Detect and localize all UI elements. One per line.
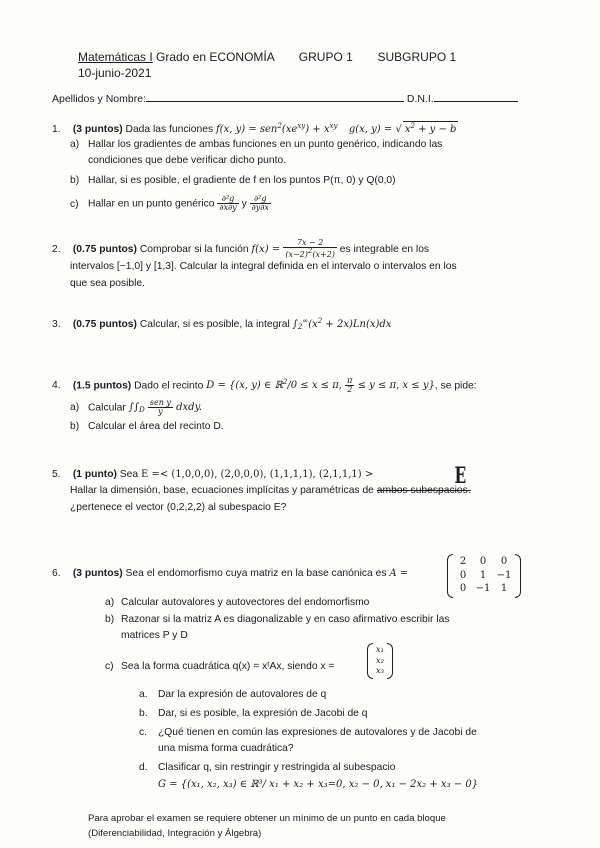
problem-6c-c: c. ¿Qué tienen en común las expresiones de autovalores y de Jacobi de	[139, 727, 477, 738]
problem-6a: a) Calcular autovalores y autovectores del endomorfismo	[105, 597, 370, 608]
function-f-rational: f(x) = $\frac{7x - 2}{(x-2)2(x+2)}$	[251, 238, 335, 260]
matrix-cell: −1	[496, 569, 512, 581]
problem-6b-cont: matrices P y D	[121, 630, 188, 641]
function-f: f(x, $y) = sen^2(xe^{xy}) + x^{xy}$	[215, 122, 338, 135]
subspace-e: E =< (1,0,0,0), (2,0,0,0), (1,1,1,1), (2,1,1,1) >	[141, 469, 374, 480]
vector-entry: x₃	[375, 666, 385, 677]
exam-header	[78, 50, 456, 65]
problem-5-line2: Hallar la dimensión, base, ecuaciones implícitas y paramétricas de ambos subespacios.	[70, 485, 471, 496]
improper-integral: $\int_2^\infty(x^2 + 2x)Ln(x)dx$	[292, 317, 392, 331]
handwritten-correction: E	[454, 463, 467, 489]
problem-2-line3: que sea posible.	[70, 278, 145, 289]
matrix-cell: −1	[475, 583, 491, 594]
vector-x	[367, 645, 393, 677]
problem-6c-b: b. Dar, si es posible, la expresión de Jacobi de q	[139, 708, 368, 719]
degree-label: Grado en ECONOMÍA	[156, 50, 275, 64]
problem-2: 2. (0.75 puntos) Comprobar si la función f(x) = $\frac{7x - 2}{(x-2)2(x+2)}$ es integrable en los	[52, 238, 430, 260]
problem-6c-a: a. Dar la expresión de autovalores de q	[139, 689, 327, 700]
double-integral: $\int\int_D$ $\frac{\text{sen y}}{y}$ dxdy.	[128, 398, 203, 417]
vector-entry: x₂	[375, 655, 385, 666]
matrix-cell: 1	[500, 583, 508, 594]
crossed-out-text: ambos subespacios.	[376, 485, 471, 496]
problem-6: 6. (3 puntos) Sea el endomorfismo cuya matriz en la base canónica es A =	[52, 568, 409, 579]
problem-3: 3. (0.75 puntos) Calcular, si es posible, la integral $\int_2^\infty(x^2 + 2x)Ln(x)dx$	[52, 317, 392, 331]
problem-6c: c) Sea la forma cuadrática q(x) = xᵗAx, siendo x =	[105, 661, 335, 672]
name-field[interactable]	[146, 92, 404, 102]
problem-5-line3: ¿pertenece el vector (0,2,2,2) al subespacio E?	[70, 502, 287, 513]
matrix-cell: 1	[479, 569, 487, 581]
problem-4-points: (1.5 puntos)	[72, 380, 132, 392]
problem-1-points: (3 puntos)	[72, 124, 123, 135]
matrix-cell: 0	[459, 583, 467, 594]
problem-2-line2: intervalos [−1,0] y [1,3]. Calcular la integral definida en el intervalo o intervalos en los	[70, 261, 457, 272]
problem-6b: b) Razonar si la matriz A es diagonalizable y en caso afirmativo escribir las	[105, 614, 450, 625]
problem-5: 5. (1 punto) Sea E =< (1,0,0,0), (2,0,0,0), (1,1,1,1), (2,1,1,1) >	[52, 469, 374, 480]
subject-title: Matemáticas I	[78, 50, 153, 64]
matrix-cell: 0	[479, 556, 487, 567]
problem-6c-d: d. Clasificar q, sin restringir y restringida al subespacio	[139, 762, 396, 773]
problem-1c: c) Hallar en un punto genérico $\frac{\text{∂²g}}{\partial x\partial y}$ y $\frac{\text{∂²g}}{\partial y\partial x}$	[70, 194, 269, 213]
dni-field[interactable]	[434, 92, 518, 102]
function-g: g(x, y) = √ $x^2 + y - b$	[348, 122, 457, 135]
problem-4: 4. (1.5 puntos) Dado el recinto D = {(x, y) ∈ ℝ$^2$/0 ≤ x ≤ π, $\frac{\pi}{2}$ ≤ y ≤ π, x ≤ y}, se pide:	[52, 376, 477, 395]
problem-4a: a) Calcular $\int\int_D$ $\frac{\text{sen y}}{y}$ dxdy.	[70, 398, 203, 417]
matrix-cell: 2	[459, 556, 467, 567]
mixed-partial-yx: $\frac{\text{∂²g}}{\partial y\partial x}$	[251, 194, 269, 213]
problem-1a: a) Hallar los gradientes de ambas funciones en un punto genérico, indicando las	[70, 139, 443, 150]
region-d: D = {(x, y) ∈ ℝ$^2$/0 ≤ x ≤ π, $\frac{\pi}{2}$ ≤ y ≤ π, x ≤ y}	[206, 376, 435, 395]
problem-1: 1. (3 puntos) Dada las funciones f(x, $y) = sen^2(xe^{xy}) + x^{xy}$ g(x, y) = √ $x^2 + y - b$	[52, 122, 457, 135]
matrix-a	[447, 556, 521, 596]
problem-1a-cont: condiciones que debe verificar dicho punto.	[88, 155, 287, 166]
problem-2-points: (0.75 puntos)	[72, 243, 137, 255]
student-info-row	[52, 92, 518, 106]
footer-note-line1: Para aprobar el examen se requiere obtener un mínimo de un punto en cada bloque	[88, 813, 446, 824]
group-label: GRUPO 1	[298, 50, 353, 64]
matrix-cell: 0	[500, 556, 508, 567]
name-label: Apellidos y Nombre:	[52, 93, 146, 105]
problem-4b: b) Calcular el área del recinto D.	[70, 421, 224, 432]
problem-3-points: (0.75 puntos)	[72, 319, 137, 330]
problem-1b: b) Hallar, si es posible, el gradiente de f en los puntos P(π, 0) y Q(0,0)	[70, 175, 396, 186]
problem-5-points: (1 punto)	[72, 469, 117, 480]
subspace-g: G = {(x₁, x₂, x₃) ∈ ℝ³/ x₁ + x₂ + x₃=0, x₂ − 0, x₁ − 2x₂ + x₃ − 0}	[158, 779, 479, 790]
matrix-cell: 0	[459, 569, 467, 581]
vector-entry: x₁	[375, 645, 385, 655]
footer-note-line2: (Diferenciabilidad, Integración y Álgebra)	[88, 828, 262, 839]
subgroup-label: SUBGRUPO 1	[377, 50, 457, 64]
mixed-partial-xy: $\frac{\text{∂²g}}{\partial x\partial y}$	[219, 194, 237, 213]
dni-label: D.N.I.	[406, 93, 434, 105]
problem-6c-c-cont: una misma forma cuadrática?	[158, 743, 294, 754]
exam-date: 10-junio-2021	[78, 66, 152, 80]
problem-6-points: (3 puntos)	[72, 568, 123, 579]
